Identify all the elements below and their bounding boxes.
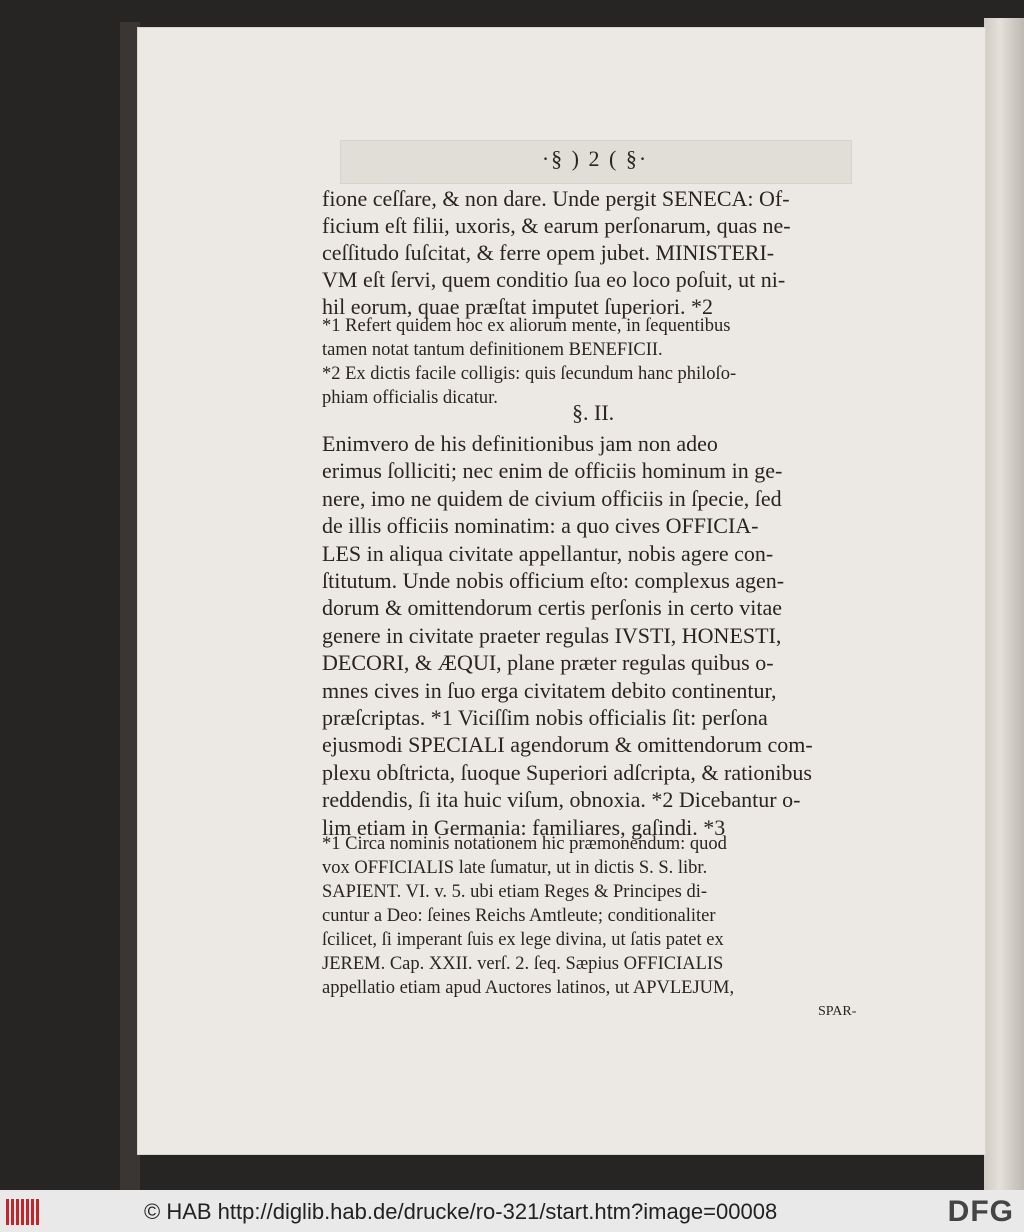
body-line: LES in aliqua civitate appellantur, nobis agere con- bbox=[322, 540, 774, 566]
page-number-ornament: ·§ ) 2 ( §· bbox=[541, 146, 649, 171]
body-line: præſcriptas. *1 Viciſſim nobis officialis ſit: perſona bbox=[322, 705, 768, 730]
footnote-line: JEREM. Cap. XXII. verſ. 2. ſeq. Sæpius OFFICIALIS bbox=[322, 954, 724, 974]
dfg-logo[interactable]: DFG bbox=[947, 1195, 1014, 1228]
body-line: genere in civitate praeter regulas IVSTI, HONESTI, bbox=[322, 622, 782, 648]
footnote-line: SAPIENT. VI. v. 5. ubi etiam Reges & Principes di- bbox=[322, 882, 708, 902]
body-line: Enimvero de his definitionibus jam non adeo bbox=[322, 431, 718, 456]
section-heading: §. II. bbox=[572, 400, 615, 425]
body-line: ejusmodi SPECIALI agendorum & omittendorum com- bbox=[322, 732, 813, 758]
body-line: hil eorum, quae præſtat imputet ſuperiori. *2 bbox=[322, 294, 714, 319]
footnote-line: tamen notat tantum definitionem BENEFICII. bbox=[322, 340, 663, 360]
footnote-line: vox OFFICIALIS late ſumatur, ut in dictis S. S. libr. bbox=[322, 858, 708, 878]
body-line: DECORI, & ÆQUI, plane præter regulas quibus o- bbox=[322, 650, 774, 676]
body-line: VM eſt ſervi, quem conditio ſua eo loco poſuit, ut ni- bbox=[322, 267, 786, 292]
copyright-link[interactable]: © HAB http://diglib.hab.de/drucke/ro-321/start.htm?image=00008 bbox=[144, 1199, 778, 1224]
body-line: lim etiam in Germania: familiares, gaſindi. *3 bbox=[322, 814, 726, 840]
footnote-line: phiam officialis dicatur. bbox=[322, 388, 498, 408]
body-line: mnes cives in ſuo erga civitatem debito continentur, bbox=[322, 677, 777, 703]
body-line: erimus ſolliciti; nec enim de officiis hominum in ge- bbox=[322, 458, 783, 484]
body-line: de illis officiis nominatim: a quo cives OFFICIA- bbox=[322, 513, 759, 539]
body-line: plexu obſtricta, ſuoque Superiori adſcripta, & rationibus bbox=[322, 759, 812, 785]
body-line: reddendis, ſi ita huic viſum, obnoxia. *2 Dicebantur o- bbox=[322, 787, 801, 813]
footnote-line: appellatio etiam apud Auctores latinos, ut APVLEJUM, bbox=[322, 978, 735, 998]
body-line: fione ceſſare, & non dare. Unde pergit SENECA: Of- bbox=[322, 186, 790, 211]
footnote-line: *2 Ex dictis facile colligis: quis ſecundum hanc philoſo- bbox=[322, 364, 737, 384]
body-line: ficium eſt filii, uxoris, & earum perſonarum, quas ne- bbox=[322, 213, 791, 238]
footnote-line: *1 Circa nominis notationem hic præmonendum: quod bbox=[322, 834, 727, 854]
catchword: SPAR- bbox=[818, 1004, 857, 1019]
book-page-stack bbox=[984, 18, 1024, 1190]
footnote-line: ſcilicet, ſi imperant ſuis ex lege divina, ut ſatis patet ex bbox=[322, 930, 724, 950]
hab-logo-icon[interactable] bbox=[6, 1199, 40, 1225]
body-line: nere, imo ne quidem de civium officiis in ſpecie, ſed bbox=[322, 485, 782, 511]
body-line: ceſſitudo ſuſcitat, & ferre opem jubet. MINISTERI- bbox=[322, 240, 775, 265]
footnote-line: *1 Refert quidem hoc ex aliorum mente, in ſequentibus bbox=[322, 316, 731, 336]
body-line: ſtitutum. Unde nobis officium eſto: complexus agen- bbox=[322, 568, 785, 593]
body-line: dorum & omittendorum certis perſonis in certo vitae bbox=[322, 595, 783, 621]
footnote-line: cuntur a Deo: ſeines Reichs Amtleute; conditionaliter bbox=[322, 906, 716, 926]
